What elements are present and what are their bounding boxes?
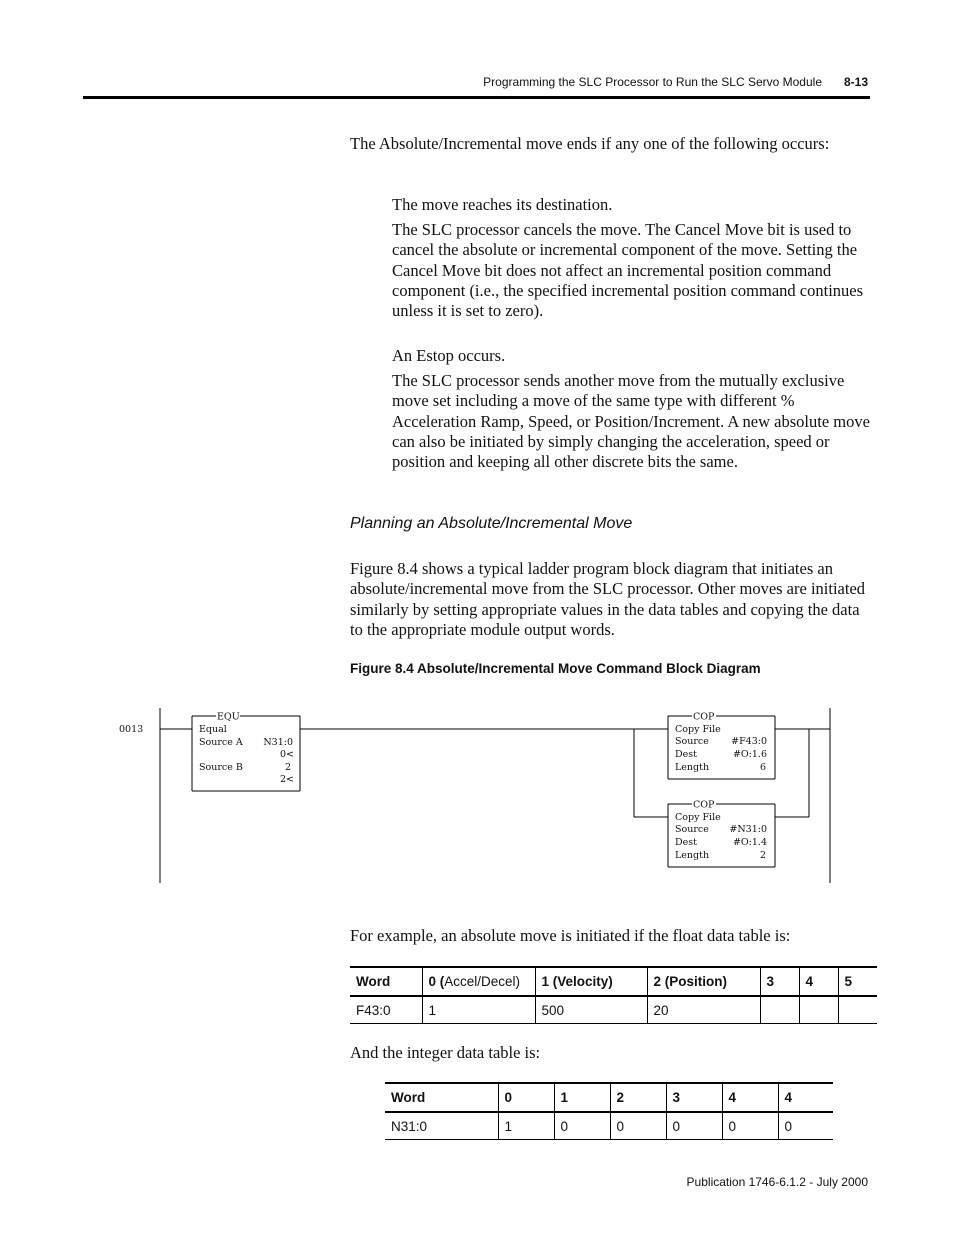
table-cell [760, 996, 799, 1024]
cop2-dest: #O:1.4 [732, 837, 767, 848]
column-header: 2 [610, 1083, 666, 1112]
cop-instruction-block [668, 712, 775, 780]
equ-source-b-value: 2 [284, 762, 291, 773]
cop2-title: COP [693, 799, 715, 811]
cop1-dest-label: Dest [675, 749, 697, 760]
equ-source-b-label: Source B [199, 762, 243, 773]
table-cell: 1 [498, 1112, 554, 1140]
cop2-source-label: Source [675, 824, 709, 835]
column-header: 1 (Velocity) [535, 967, 647, 996]
publication-footer: Publication 1746-6.1.2 - July 2000 [686, 1175, 868, 1189]
intro-paragraph: The Absolute/Incremental move ends if any one of the following occurs: [350, 134, 830, 153]
column-header: 4 [799, 967, 838, 996]
header-rule [83, 96, 870, 99]
cop1-title: COP [693, 711, 715, 723]
table-cell: 0 [610, 1112, 666, 1140]
cop1-name: Copy File [675, 724, 721, 735]
table-cell [799, 996, 838, 1024]
table-cell: 1 [422, 996, 535, 1024]
table-header-row [385, 1083, 833, 1112]
cop-instruction-block [668, 800, 775, 868]
figure-caption: Figure 8.4 Absolute/Incremental Move Command Block Diagram [350, 661, 761, 676]
float-data-table [350, 966, 877, 1024]
cop2-length: 2 [759, 850, 766, 861]
list-item: The SLC processor sends another move from the mutually exclusive move set including a move of the same type with different % Acceleration Ramp, Speed, or Position/Increment. A new absolute move can also be initiated by simply changing the acceleration, speed or position and keeping all other discrete bits the same. [392, 371, 870, 472]
column-header: 4 [722, 1083, 778, 1112]
ladder-diagram [0, 700, 954, 890]
equ-name: Equal [199, 724, 227, 735]
table-cell: 0 [666, 1112, 722, 1140]
column-header: 0 [498, 1083, 554, 1112]
integer-data-table [385, 1082, 833, 1140]
list-item: An Estop occurs. [392, 346, 506, 365]
table-header-row [350, 967, 877, 996]
table-cell [838, 996, 877, 1024]
section-subheading: Planning an Absolute/Incremental Move [350, 515, 633, 532]
running-header-title: Programming the SLC Processor to Run the SLC Servo Module [483, 75, 822, 89]
column-header: Word [350, 967, 422, 996]
equ-source-a-label: Source A [199, 737, 243, 748]
cop1-length-label: Length [675, 762, 710, 773]
table-cell: 0 [722, 1112, 778, 1140]
table-cell: 20 [647, 996, 760, 1024]
equ-source-a-address: N31:0 [263, 737, 293, 748]
cop1-length: 6 [759, 762, 766, 773]
table-cell: 0 [778, 1112, 833, 1140]
float-table-intro: For example, an absolute move is initiated if the float data table is: [350, 926, 791, 945]
body-paragraph: Figure 8.4 shows a typical ladder program block diagram that initiates an absolute/incremental move from the SLC processor. Other moves are initiated similarly by setting appropriate values in the data tables and copying the data to the appropriate module output words. [350, 559, 866, 639]
equ-source-a-value: 0< [279, 749, 294, 760]
rung-number: 0013 [119, 724, 144, 735]
table-row [350, 996, 877, 1024]
column-header: 2 (Position) [647, 967, 760, 996]
column-header: 3 [666, 1083, 722, 1112]
table-cell: N31:0 [385, 1112, 498, 1140]
table-cell: 0 [554, 1112, 610, 1140]
cop1-source-label: Source [675, 736, 709, 747]
cop2-name: Copy File [675, 812, 721, 823]
page-number: 8-13 [843, 75, 868, 89]
column-header: 1 [554, 1083, 610, 1112]
integer-table-intro: And the integer data table is: [350, 1043, 541, 1062]
cop1-dest: #O:1.6 [732, 749, 767, 760]
table-cell: F43:0 [350, 996, 422, 1024]
column-header: 3 [760, 967, 799, 996]
equ-source-b-value2: 2< [279, 774, 294, 785]
cop2-length-label: Length [675, 850, 710, 861]
table-cell: 500 [535, 996, 647, 1024]
cop2-dest-label: Dest [675, 837, 697, 848]
equ-title: EQU [217, 711, 240, 723]
equ-instruction-block [192, 712, 300, 792]
cop1-source: #F43:0 [731, 736, 767, 747]
table-row [385, 1112, 833, 1140]
column-header: 5 [838, 967, 877, 996]
list-item: The move reaches its destination. [392, 195, 613, 214]
cop2-source: #N31:0 [729, 824, 767, 835]
column-header: 4 [778, 1083, 833, 1112]
column-header: 0 (Accel/Decel) [422, 967, 535, 996]
list-item: The SLC processor cancels the move. The Cancel Move bit is used to cancel the absolute or incremental component of the move. Setting the Cancel Move bit does not affect an incremental position command component (i.e., the specified incremental position command continues unless it is set to zero). [392, 220, 864, 321]
column-header: Word [385, 1083, 498, 1112]
